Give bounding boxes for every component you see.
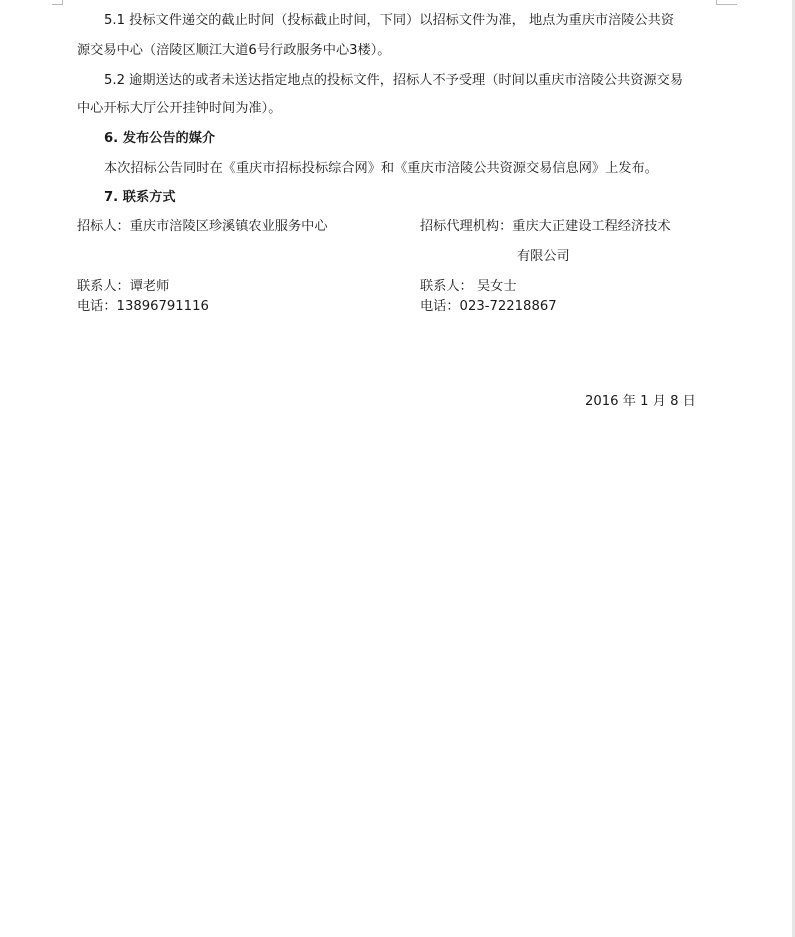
item-5-2-line-2: 中心开标大厅公开挂钟时间为准）。: [77, 101, 282, 116]
agency-phone: 电话：023-72218867: [420, 299, 557, 314]
item-5-2-line-1: 5.2 逾期送达的或者未送达指定地点的投标文件，招标人不予受理（时间以重庆市涪陵公共资源交易: [104, 73, 684, 88]
page-corner-mark-left: [52, 0, 63, 5]
agency-contact: 联系人： 吴女士: [420, 279, 517, 294]
item-5-1-line-2: 源交易中心（涪陵区顺江大道6号行政服务中心3楼）。: [77, 43, 391, 58]
section-7-heading: 7. 联系方式: [104, 190, 176, 205]
tenderer-phone: 电话：13896791116: [77, 299, 209, 314]
section-6-text: 本次招标公告同时在《重庆市招标投标综合网》和《重庆市涪陵公共资源交易信息网》上发布。: [104, 161, 658, 176]
tenderer-name: 招标人：重庆市涪陵区珍溪镇农业服务中心: [77, 219, 328, 234]
page-corner-mark-right: [716, 0, 737, 5]
item-5-1-line-1: 5.1 投标文件递交的截止时间（投标截止时间，下同）以招标文件为准， 地点为重庆市涪陵公共资: [104, 13, 675, 28]
section-6-heading: 6. 发布公告的媒介: [104, 131, 216, 146]
agency-name-line-1: 招标代理机构：重庆大正建设工程经济技术: [420, 219, 671, 234]
tenderer-contact: 联系人：谭老师: [77, 279, 170, 294]
document-date: 2016 年 1 月 8 日: [585, 394, 696, 409]
agency-name-line-2: 有限公司: [517, 249, 570, 264]
